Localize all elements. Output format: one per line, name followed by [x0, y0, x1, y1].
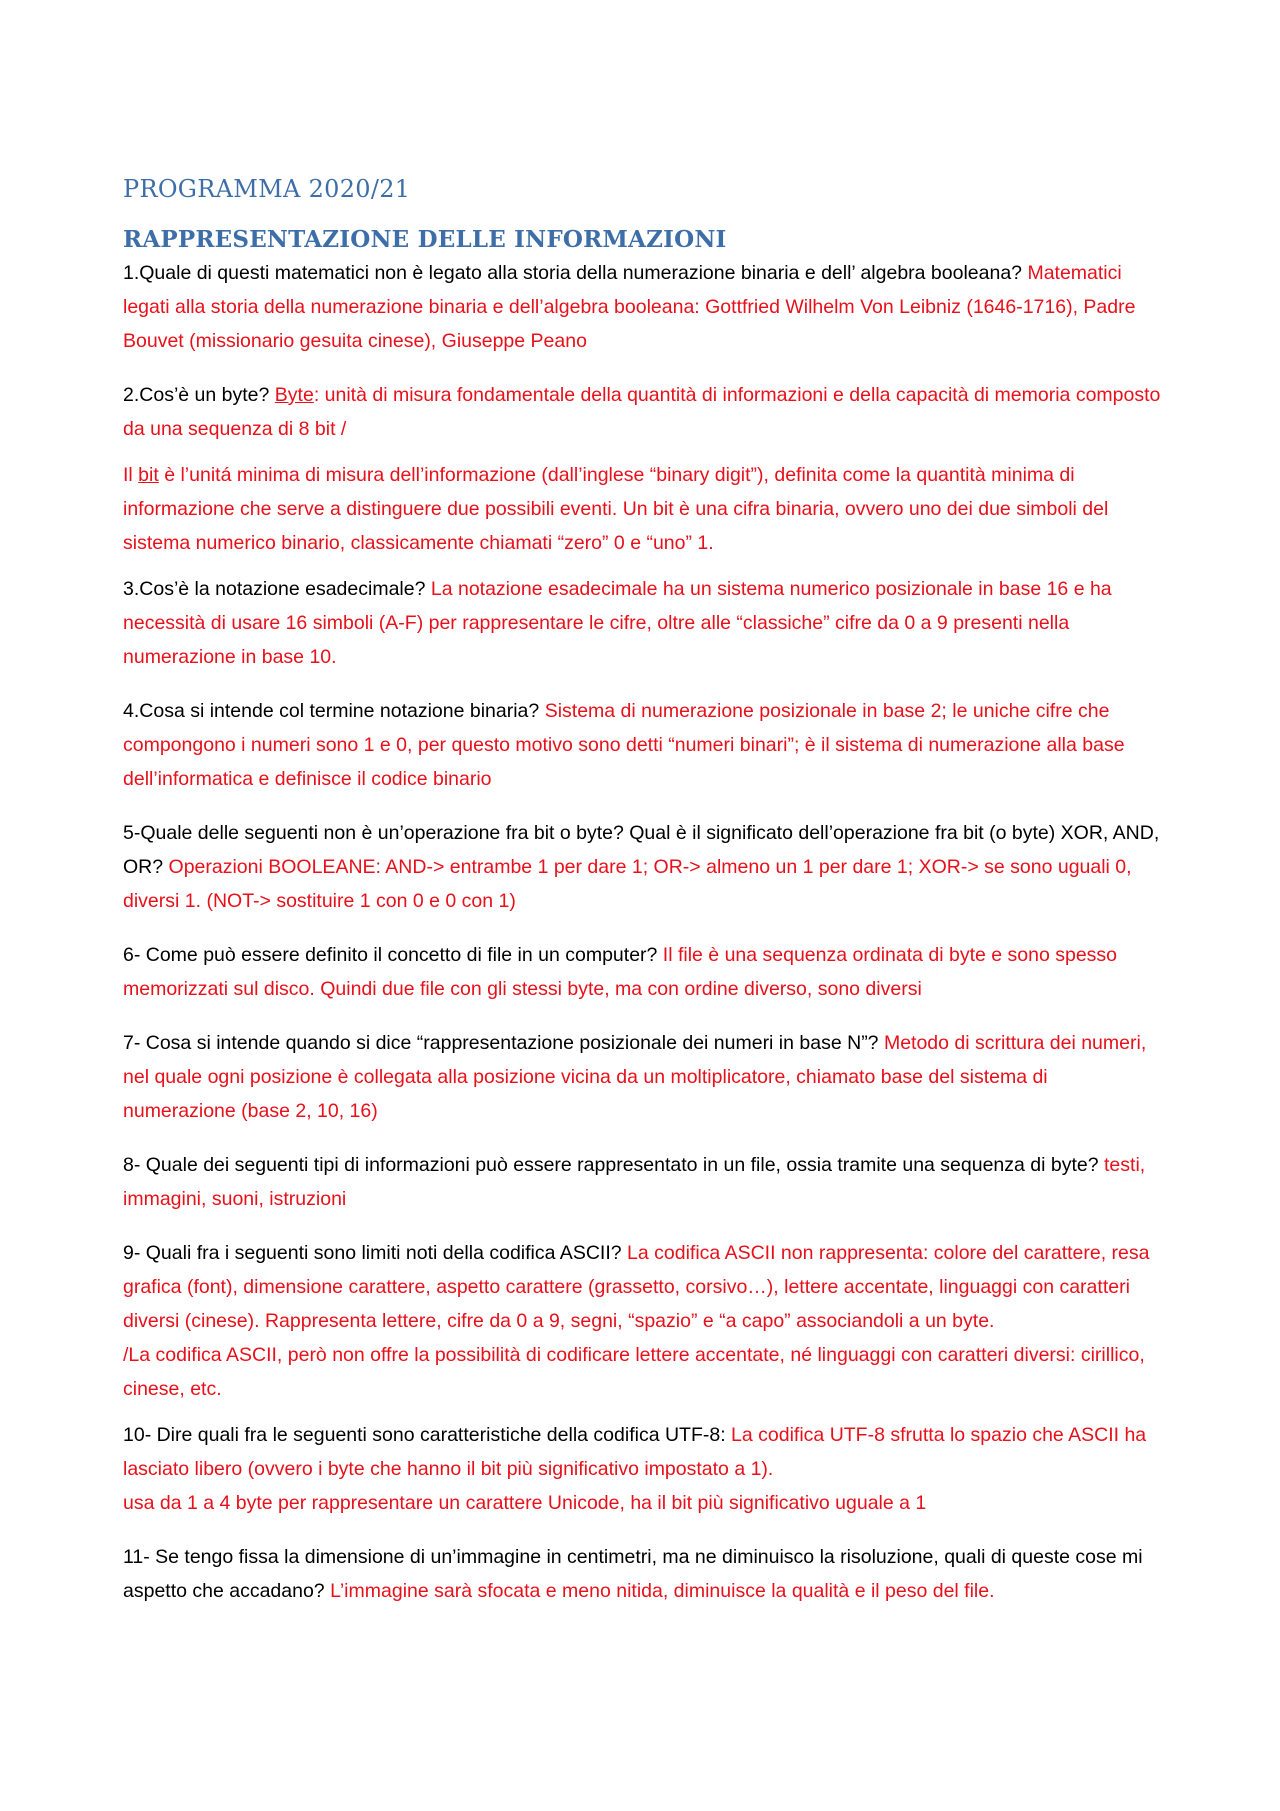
qa-item-2: [123, 378, 1163, 446]
question-text: 8- Quale dei seguenti tipi di informazioni può essere rappresentato in un file, ossia tramite una sequenza di byte?: [123, 1154, 1099, 1176]
document-page: [123, 172, 1163, 1628]
question-text: 11- Se tengo fissa la dimensione di un’immagine in centimetri, ma ne diminuisco la risoluzione, quali di queste cose mi aspetto che accadano?: [123, 1546, 1143, 1602]
qa-item-5: [123, 816, 1163, 918]
qa-item-10: [123, 1418, 1163, 1520]
question-text: 10- Dire quali fra le seguenti sono caratteristiche della codifica UTF-8:: [123, 1424, 726, 1446]
answer-text: Il file è una sequenza ordinata di byte e sono spesso memorizzati sul disco. Quindi due file con gli stessi byte, ma con ordine diverso, sono diversi: [123, 944, 1118, 1000]
question-text: 1.Quale di questi matematici non è legato alla storia della numerazione binaria e dell’ algebra booleana?: [123, 262, 1023, 284]
answer-text: testi, immagini, suoni, istruzioni: [123, 1154, 1146, 1210]
qa-item-2-continued: [123, 458, 1163, 560]
answer-text-2: /La codifica ASCII, però non offre la possibilità di codificare lettere accentate, né linguaggi con caratteri diversi: cirillico, cinese, etc.: [123, 1344, 1145, 1400]
answer-text: La codifica UTF-8 sfrutta lo spazio che ASCII ha lasciato libero (ovvero i byte che hanno il bit più significativo impostato a 1).: [123, 1424, 1147, 1480]
answer-prefix: Il: [123, 464, 139, 486]
answer-text: La codifica ASCII non rappresenta: colore del carattere, resa grafica (font), dimensione carattere, aspetto carattere (grassetto, corsivo…), lettere accentate, linguaggi con caratteri diversi (cinese). Rappresenta lettere, cifre da 0 a 9, segni, “spazio” e “a capo” associandoli a un byte.: [123, 1242, 1150, 1332]
answer-text: : unità di misura fondamentale della quantità di informazioni e della capacità di memoria composto da una sequenza di 8 bit /: [123, 384, 1161, 440]
question-text: 9- Quali fra i seguenti sono limiti noti della codifica ASCII?: [123, 1242, 622, 1264]
answer-term: bit: [138, 464, 159, 486]
answer-text-2: usa da 1 a 4 byte per rappresentare un carattere Unicode, ha il bit più significativo uguale a 1: [123, 1492, 927, 1514]
qa-item-6: [123, 938, 1163, 1006]
answer-text: Matematici legati alla storia della numerazione binaria e dell’algebra booleana: Gottfried Wilhelm Von Leibniz (1646-1716), Padre Bouvet (missionario gesuita cinese), Giuseppe Peano: [123, 262, 1136, 352]
answer-text: è l’unitá minima di misura dell’informazione (dall’inglese “binary digit”), definita come la quantità minima di informazione che serve a distinguere due possibili eventi. Un bit è una cifra binaria, ovvero uno dei due simboli del sistema numerico binario, classicamente chiamati “zero” 0 e “uno” 1.: [123, 464, 1109, 554]
question-text: 2.Cos’è un byte?: [123, 384, 270, 406]
answer-text: Metodo di scrittura dei numeri, nel quale ogni posizione è collegata alla posizione vicina da un moltiplicatore, chiamato base del sistema di numerazione (base 2, 10, 16): [123, 1032, 1147, 1122]
answer-text: L’immagine sarà sfocata e meno nitida, diminuisce la qualità e il peso del file.: [330, 1580, 995, 1602]
question-text: 6- Come può essere definito il concetto di file in un computer?: [123, 944, 658, 966]
qa-item-11: [123, 1540, 1163, 1608]
qa-item-1: [123, 256, 1163, 358]
program-heading: PROGRAMMA 2020/21: [123, 175, 411, 203]
question-text: 7- Cosa si intende quando si dice “rappresentazione posizionale dei numeri in base N”?: [123, 1032, 879, 1054]
qa-item-9: [123, 1236, 1163, 1406]
question-text: 4.Cosa si intende col termine notazione binaria?: [123, 700, 540, 722]
qa-item-7: [123, 1026, 1163, 1128]
answer-text: La notazione esadecimale ha un sistema numerico posizionale in base 16 e ha necessità di usare 16 simboli (A-F) per rappresentare le cifre, oltre alle “classiche” cifre da 0 a 9 presenti nella numerazione in base 10.: [123, 578, 1112, 668]
question-text: 3.Cos’è la notazione esadecimale?: [123, 578, 426, 600]
section-heading: RAPPRESENTAZIONE DELLE INFORMAZIONI: [123, 226, 727, 253]
qa-item-4: [123, 694, 1163, 796]
answer-term: Byte: [274, 384, 314, 406]
answer-text: Operazioni BOOLEANE: AND-> entrambe 1 per dare 1; OR-> almeno un 1 per dare 1; XOR-> se sono uguali 0, diversi 1. (NOT-> sostituire 1 con 0 e 0 con 1): [123, 856, 1132, 912]
qa-item-3: [123, 572, 1163, 674]
qa-item-8: [123, 1148, 1163, 1216]
question-text: 5-Quale delle seguenti non è un’operazione fra bit o byte? Qual è il significato dell’operazione fra bit (o byte) XOR, AND, OR?: [123, 822, 1160, 878]
answer-text: Sistema di numerazione posizionale in base 2; le uniche cifre che compongono i numeri sono 1 e 0, per questo motivo sono detti “numeri binari”; è il sistema di numerazione alla base dell’informatica e definisce il codice binario: [123, 700, 1125, 790]
